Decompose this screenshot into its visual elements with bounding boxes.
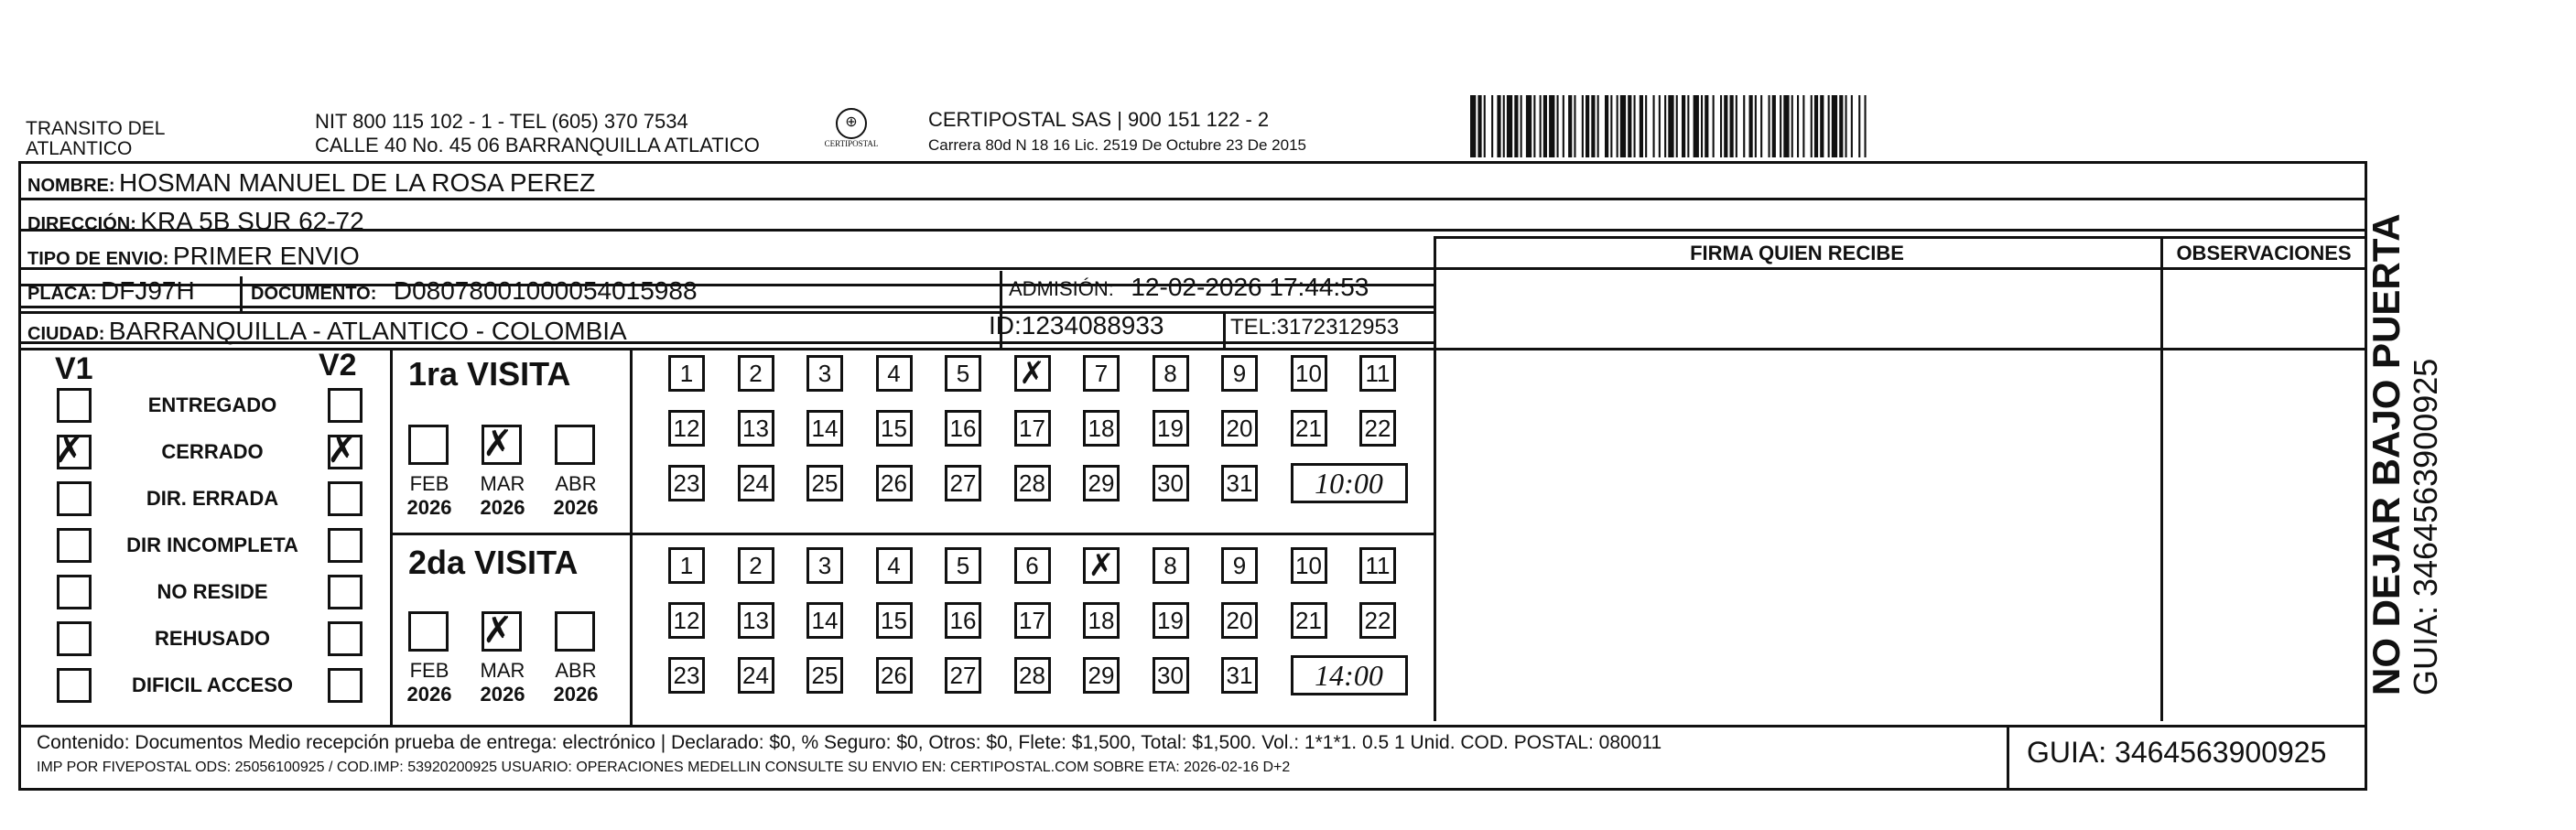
day-28[interactable]: 28	[1014, 465, 1051, 501]
barcode	[1470, 95, 2184, 157]
v1-checkbox[interactable]	[57, 668, 92, 703]
month-check-mark: ✗	[482, 423, 514, 465]
day-20[interactable]: 20	[1221, 410, 1258, 447]
day-7[interactable]: 7	[1083, 355, 1120, 392]
firma-area[interactable]	[1437, 271, 2159, 719]
documento-value: D08078001000054015988	[393, 276, 698, 305]
v2-check-mark: ✗	[327, 429, 358, 471]
v1-checkbox[interactable]	[57, 388, 92, 423]
certipostal-logo	[813, 108, 890, 156]
logo-text: CERTIPOSTAL	[824, 139, 879, 148]
day-9[interactable]: 9	[1221, 547, 1258, 584]
footer-guia: GUIA: 3464563900925	[2027, 736, 2327, 769]
day-22[interactable]: 22	[1359, 410, 1396, 447]
day-23[interactable]: 23	[668, 657, 705, 694]
day-1[interactable]: 1	[668, 547, 705, 584]
no-dejar-bajo-puerta: NO DEJAR BAJO PUERTA	[2365, 213, 2408, 695]
day-19[interactable]: 19	[1153, 410, 1189, 447]
v1-checkbox[interactable]	[57, 528, 92, 563]
day-25[interactable]: 25	[806, 657, 843, 694]
day-8[interactable]: 8	[1153, 547, 1189, 584]
v2-checkbox[interactable]	[328, 388, 363, 423]
documento-label: DOCUMENTO:	[251, 284, 377, 304]
day-12[interactable]: 12	[668, 602, 705, 639]
reason-entregado: ENTREGADO	[147, 393, 277, 416]
day-5[interactable]: 5	[945, 355, 981, 392]
company-name: CERTIPOSTAL SAS | 900 151 122 - 2	[928, 108, 1270, 131]
day-9[interactable]: 9	[1221, 355, 1258, 392]
v1-header: V1	[55, 351, 93, 386]
sender-line-2: ATLANTICO	[26, 138, 133, 159]
day-31[interactable]: 31	[1221, 465, 1258, 501]
reason-no-reside: NO RESIDE	[157, 580, 268, 603]
day-21[interactable]: 21	[1291, 410, 1327, 447]
footer-imp: IMP POR FIVEPOSTAL ODS: 25056100925 / COD.IMP: 53920200925 USUARIO: OPERACIONES MEDELLIN CONSULTE SU ENVIO EN: CERTIPOSTAL.COM SOBRE ETA: 2026-02-16 D+2	[37, 760, 1291, 775]
day-31[interactable]: 31	[1221, 657, 1258, 694]
admision-value: 12-02-2026 17:44:53	[1131, 273, 1369, 301]
v2-checkbox[interactable]	[328, 481, 363, 516]
side-guia: GUIA: 3464563900925	[2407, 358, 2444, 695]
month-checkbox-feb[interactable]	[408, 611, 449, 652]
reason-dir-incompleta: DIR INCOMPLETA	[126, 534, 298, 556]
month-year: 2026	[553, 683, 599, 706]
row-tipo	[27, 242, 360, 271]
day-6[interactable]: 6	[1014, 547, 1051, 584]
observaciones-header: OBSERVACIONES	[2176, 242, 2352, 264]
month-check-mark: ✗	[482, 609, 514, 652]
side-text	[2365, 183, 2448, 695]
direccion-label: DIRECCIÓN:	[27, 214, 136, 234]
ciudad-value: BARRANQUILLA - ATLANTICO - COLOMBIA	[108, 317, 627, 345]
day-6-marked[interactable]: ✗	[1014, 355, 1051, 392]
day-3[interactable]: 3	[806, 355, 843, 392]
day-19[interactable]: 19	[1153, 602, 1189, 639]
day-30[interactable]: 30	[1153, 657, 1189, 694]
day-10[interactable]: 10	[1291, 547, 1327, 584]
v1-checkbox[interactable]	[54, 429, 92, 471]
day-2[interactable]: 2	[738, 547, 774, 584]
day-18[interactable]: 18	[1083, 410, 1120, 447]
v2-checkbox[interactable]	[328, 575, 363, 609]
reason-cerrado: CERRADO	[161, 440, 264, 463]
day-13[interactable]: 13	[738, 602, 774, 639]
month-label-mar	[471, 659, 535, 706]
day-3[interactable]: 3	[806, 547, 843, 584]
direccion-value: KRA 5B SUR 62-72	[140, 207, 364, 235]
sender-name	[26, 119, 165, 159]
day-15[interactable]: 15	[876, 410, 913, 447]
day-25[interactable]: 25	[806, 465, 843, 501]
month-year: 2026	[480, 683, 525, 706]
day-23[interactable]: 23	[668, 465, 705, 501]
day-30[interactable]: 30	[1153, 465, 1189, 501]
day-4[interactable]: 4	[876, 547, 913, 584]
v2-header: V2	[319, 348, 357, 383]
row-admision	[1009, 273, 1369, 302]
id-value: ID:1234088933	[989, 311, 1164, 340]
row-direccion	[27, 207, 364, 236]
footer-contenido: Contenido: Documentos Medio recepción prueba de entrega: electrónico | Declarado: $0, % Seguro: $0, Otros: $0, Flete: $1,500, Total: $1,500. Vol.: 1*1*1. 0.5 1 Unid. COD. POSTAL: 080011	[37, 732, 1662, 753]
reason-dificil-acceso: DIFICIL ACCESO	[131, 674, 293, 696]
sender-line-1: TRANSITO DEL	[26, 118, 166, 139]
v2-checkbox[interactable]	[327, 429, 363, 471]
day-20[interactable]: 20	[1221, 602, 1258, 639]
placa-label: PLACA:	[27, 284, 97, 304]
day-15[interactable]: 15	[876, 602, 913, 639]
day-29[interactable]: 29	[1083, 465, 1120, 501]
ciudad-label: CIUDAD:	[27, 324, 105, 344]
v1-check-mark: ✗	[54, 429, 85, 471]
month-label-abr	[544, 659, 608, 706]
month-checkbox-feb[interactable]	[408, 425, 449, 465]
v1-checkbox[interactable]	[57, 621, 92, 656]
reason-rehusado: REHUSADO	[155, 627, 270, 650]
month-checkbox-mar[interactable]	[482, 425, 522, 465]
tel-value: TEL:3172312953	[1230, 315, 1400, 340]
day-13[interactable]: 13	[738, 410, 774, 447]
row-ciudad	[27, 317, 627, 346]
day-14[interactable]: 14	[806, 602, 843, 639]
month-checkbox-abr[interactable]	[555, 425, 595, 465]
month-name: FEB	[409, 472, 449, 495]
month-name: MAR	[480, 472, 525, 495]
nombre-value: HOSMAN MANUEL DE LA ROSA PEREZ	[119, 168, 596, 197]
v2-checkbox[interactable]	[328, 528, 363, 563]
month-label-abr	[544, 472, 608, 520]
day-24[interactable]: 24	[738, 465, 774, 501]
month-label-mar	[471, 472, 535, 520]
tipo-value: PRIMER ENVIO	[172, 242, 360, 270]
month-label-feb	[397, 659, 461, 706]
visit1-title: 1ra VISITA	[408, 355, 571, 393]
month-year: 2026	[406, 683, 452, 706]
day-27[interactable]: 27	[945, 465, 981, 501]
row-documento	[251, 276, 698, 306]
day-27[interactable]: 27	[945, 657, 981, 694]
v2-checkbox[interactable]	[328, 621, 363, 656]
visit-time[interactable]: 14:00	[1291, 655, 1408, 695]
day-10[interactable]: 10	[1291, 355, 1327, 392]
day-18[interactable]: 18	[1083, 602, 1120, 639]
v1-checkbox[interactable]	[57, 481, 92, 516]
row-nombre	[27, 168, 595, 198]
day-17[interactable]: 17	[1014, 410, 1051, 447]
month-name: MAR	[480, 659, 525, 682]
sender-nit: NIT 800 115 102 - 1 - TEL (605) 370 7534	[315, 110, 688, 133]
day-29[interactable]: 29	[1083, 657, 1120, 694]
day-16[interactable]: 16	[945, 410, 981, 447]
month-checkbox-abr[interactable]	[555, 611, 595, 652]
day-14[interactable]: 14	[806, 410, 843, 447]
nombre-label: NOMBRE:	[27, 176, 115, 196]
day-2[interactable]: 2	[738, 355, 774, 392]
v2-checkbox[interactable]	[328, 668, 363, 703]
day-26[interactable]: 26	[876, 657, 913, 694]
month-checkbox-mar[interactable]	[482, 611, 522, 652]
day-28[interactable]: 28	[1014, 657, 1051, 694]
day-7-marked[interactable]: ✗	[1083, 547, 1120, 584]
month-label-feb	[397, 472, 461, 520]
tipo-label: TIPO DE ENVIO:	[27, 249, 169, 269]
logo-icon: ⊕	[836, 108, 867, 139]
day-16[interactable]: 16	[945, 602, 981, 639]
visit2-title: 2da VISITA	[408, 544, 579, 581]
day-17[interactable]: 17	[1014, 602, 1051, 639]
month-year: 2026	[480, 496, 525, 519]
row-placa	[27, 276, 195, 306]
month-year: 2026	[406, 496, 452, 519]
v1-checkbox[interactable]	[57, 575, 92, 609]
day-24[interactable]: 24	[738, 657, 774, 694]
day-21[interactable]: 21	[1291, 602, 1327, 639]
day-11[interactable]: 11	[1359, 547, 1396, 584]
visit-time[interactable]: 10:00	[1291, 463, 1408, 503]
day-1[interactable]: 1	[668, 355, 705, 392]
observaciones-area[interactable]	[2164, 271, 2364, 719]
month-name: ABR	[555, 659, 597, 682]
firma-header: FIRMA QUIEN RECIBE	[1690, 242, 1904, 264]
month-year: 2026	[553, 496, 599, 519]
reason-dir-errada: DIR. ERRADA	[146, 487, 279, 510]
day-12[interactable]: 12	[668, 410, 705, 447]
placa-value: DFJ97H	[101, 276, 195, 305]
day-8[interactable]: 8	[1153, 355, 1189, 392]
sender-address: CALLE 40 No. 45 06 BARRANQUILLA ATLATICO	[315, 134, 760, 156]
month-name: ABR	[555, 472, 597, 495]
company-address: Carrera 80d N 18 16 Lic. 2519 De Octubre 23 De 2015	[928, 136, 1306, 154]
day-11[interactable]: 11	[1359, 355, 1396, 392]
day-5[interactable]: 5	[945, 547, 981, 584]
day-26[interactable]: 26	[876, 465, 913, 501]
admision-label: ADMISIÓN:	[1009, 277, 1114, 300]
month-name: FEB	[409, 659, 449, 682]
day-22[interactable]: 22	[1359, 602, 1396, 639]
day-4[interactable]: 4	[876, 355, 913, 392]
